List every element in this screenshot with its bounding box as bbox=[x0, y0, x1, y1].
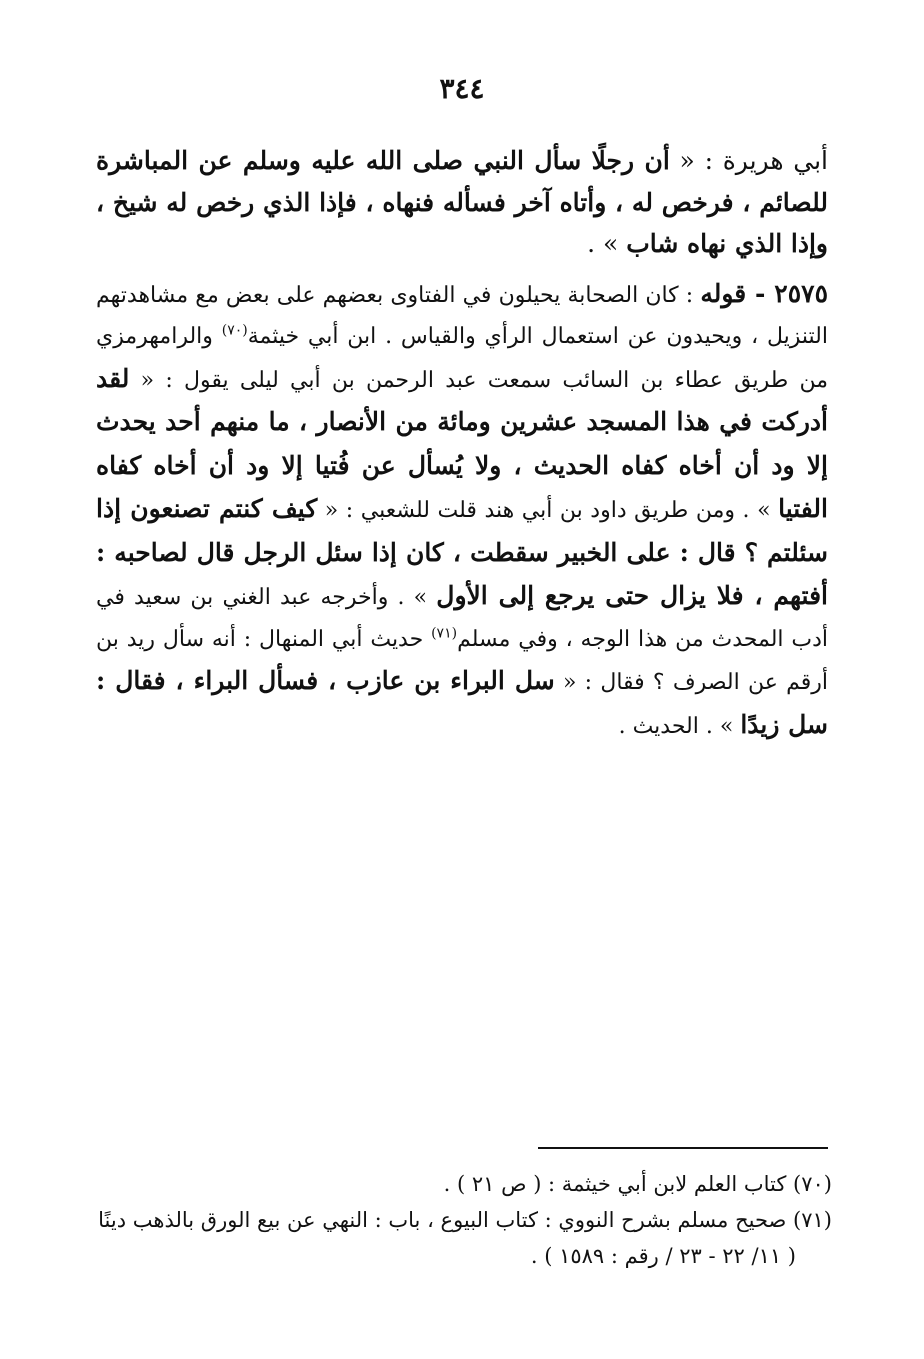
main-text bbox=[96, 140, 828, 769]
page-number: ٣٤٤ bbox=[439, 72, 485, 105]
entry-number: ٢٥٧٥ - قوله bbox=[700, 278, 828, 308]
para2-bold-quote-2: كيف كنتم تصنعون إذا سئلتم ؟ قال : على الخبير سقطت ، كان إذا سئل الرجل قال لصاحبه : أفتهم ، فلا يزال حتى يرجع إلى الأول bbox=[96, 494, 828, 610]
footnote-ref-71[interactable]: (٧١) bbox=[431, 625, 458, 642]
footnote-ref-70[interactable]: (٧٠) bbox=[221, 322, 248, 339]
para2-bold-quote-3: سل البراء بن عازب ، فسأل البراء ، فقال : سل زيدًا bbox=[96, 666, 828, 739]
paragraph-hadith-abu-hurayra bbox=[96, 140, 828, 265]
para2-text-3: » . ومن طريق داود بن أبي هند قلت للشعبي : « bbox=[317, 498, 779, 523]
footnote-71-line-2: ( ١١/ ٢٢ - ٢٣ / رقم : ١٥٨٩ ) . bbox=[530, 1244, 796, 1268]
footnotes bbox=[60, 1166, 832, 1274]
para1-end: » . bbox=[587, 229, 627, 258]
footnote-divider bbox=[538, 1147, 828, 1149]
para1-lead: أبي هريرة : « bbox=[669, 146, 828, 175]
footnote-71-line-1: (٧١) صحيح مسلم بشرح النووي : كتاب البيوع ، باب : النهي عن بيع الورق بالذهب دينًا bbox=[98, 1208, 832, 1232]
para2-text-2: والرامهرمزي من طريق عطاء بن السائب سمعت عبد الرحمن بن أبي ليلى يقول : « bbox=[96, 324, 828, 393]
footnote-70: (٧٠) كتاب العلم لابن أبي خيثمة : ( ص ٢١ ) . bbox=[443, 1172, 832, 1196]
para2-bold-quote-1: لقد أدركت في هذا المسجد عشرين ومائة من الأنصار ، ما منهم أحد يحدث إلا ود أن أخاه كفاه الحديث ، ولا يُسأل عن فُتيا إلا ود أن أخاه كفاه الفتيا bbox=[96, 363, 828, 523]
para2-text-5: حديث أبي المنهال : أنه سأل ريد بن أرقم عن الصرف ؟ فقال : « bbox=[96, 626, 828, 695]
para1-bold-quote: أن رجلًا سأل النبي صلى الله عليه وسلم عن المباشرة للصائم ، فرخص له ، وأتاه آخر فسأله فنهاه ، فإذا الذي رخص له شيخ ، وإذا الذي نهاه شاب bbox=[96, 146, 828, 258]
para2-text-6: » . الحديث . bbox=[618, 713, 741, 739]
para2-text-1: : كان الصحابة يحيلون في الفتاوى بعضهم على بعض مع مشاهدتهم التنزيل ، ويحيدون عن استعمال الرأي والقياس . ابن أبي خيثمة bbox=[96, 282, 829, 349]
paragraph-2575 bbox=[96, 273, 828, 748]
para2-text-4: » . وأخرجه عبد الغني بن سعيد في أدب المحدث من هذا الوجه ، وفي مسلم bbox=[96, 585, 828, 652]
